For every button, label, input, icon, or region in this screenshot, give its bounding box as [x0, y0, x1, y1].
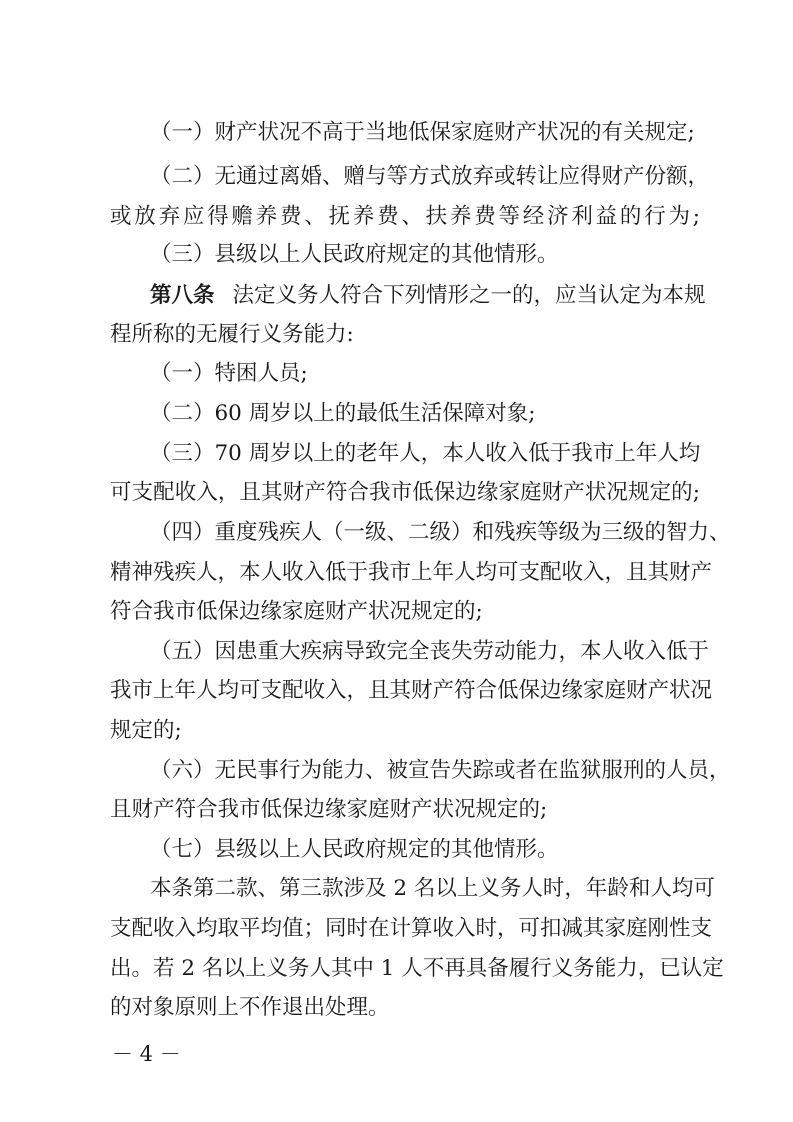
text-line: （四）重度残疾人（一级、二级）和残疾等级为三级的智力、 [150, 520, 731, 545]
text-line: （二）60 周岁以上的最低生活保障对象; [150, 401, 536, 426]
article-title: 第八条 [150, 283, 215, 308]
article-text: 法定义务人符合下列情形之一的，应当认定为本规 [232, 283, 706, 308]
text-line: （一）特困人员; [150, 361, 308, 386]
text-line: 我市上年人均可支配收入，且其财产符合低保边缘家庭财产状况 [110, 678, 713, 703]
text-line: （七）县级以上人民政府规定的其他情形。 [150, 837, 559, 862]
text-line: 符合我市低保边缘家庭财产状况规定的; [110, 599, 483, 624]
text-line: 或放弃应得赡养费、抚养费、扶养费等经济利益的行为; [110, 204, 700, 229]
page-number: － 4 － [112, 1042, 181, 1066]
text-line: （六）无民事行为能力、被宣告失踪或者在监狱服刑的人员， [150, 758, 731, 783]
text-line: 程所称的无履行义务能力: [110, 322, 354, 347]
text-line: （二）无通过离婚、赠与等方式放弃或转让应得财产份额， [150, 164, 710, 189]
text-line: 精神残疾人，本人收入低于我市上年人均可支配收入，且其财产 [110, 560, 713, 585]
text-line: 规定的; [110, 718, 182, 743]
article-heading-line [150, 281, 706, 311]
text-line: 出。若 2 名以上义务人其中 1 人不再具备履行义务能力，已认定 [110, 956, 724, 981]
text-line: 本条第二款、第三款涉及 2 名以上义务人时，年龄和人均可 [150, 876, 715, 901]
text-line: 且财产符合我市低保边缘家庭财产状况规定的; [110, 797, 548, 822]
text-line: 支配收入均取平均值；同时在计算收入时，可扣减其家庭刚性支 [110, 916, 713, 941]
text-line: （五）因患重大疾病导致完全丧失劳动能力，本人收入低于 [150, 639, 710, 664]
text-line: （三）70 周岁以上的老年人，本人收入低于我市上年人均 [150, 441, 701, 466]
text-line: （一）财产状况不高于当地低保家庭财产状况的有关规定; [150, 120, 695, 145]
text-line: 可支配收入，且其财产符合我市低保边缘家庭财产状况规定的; [110, 480, 700, 505]
text-line: 的对象原则上不作退出处理。 [110, 995, 390, 1020]
text-line: （三）县级以上人民政府规定的其他情形。 [150, 242, 559, 267]
